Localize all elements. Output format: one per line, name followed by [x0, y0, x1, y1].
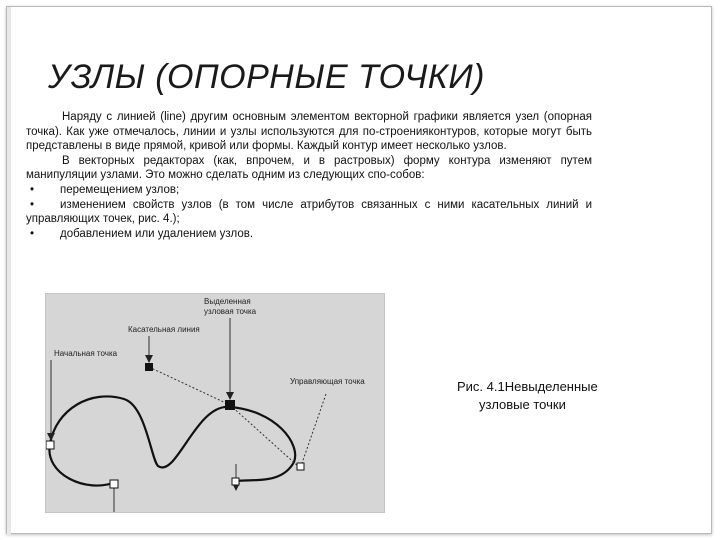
label-selected-node-1: Выделенная [204, 297, 251, 306]
label-control-point: Управляющая точка [290, 377, 365, 386]
node-diagram-figure [45, 293, 385, 513]
bullet-text-1: перемещением узлов; [60, 183, 180, 196]
selected-node [225, 400, 235, 410]
unselected-node [232, 478, 239, 485]
bullet-text-3: добавлением или удалением узлов. [60, 227, 254, 240]
contour-curve [49, 396, 295, 485]
paragraph-2: В векторных редакторах (как, впрочем, и в растровых) форму контура изменяют путем манипуляции узлами. Это можно сделать одним из следующих спо-собов: [26, 154, 592, 182]
bullet-text-2: изменением свойств узлов (в том числе атрибутов связанных с ними касательных линий и управляющих точек, рис. 4.); [26, 198, 592, 226]
bullet-item-3 [26, 227, 592, 242]
label-tangent: Касательная линия [128, 325, 200, 334]
bullet-marker: • [30, 183, 35, 196]
node-diagram [46, 294, 384, 512]
paragraph-1: Наряду с линией (line) другим основным элементом векторной графики является узел (опорная точка). Как уже отмечалось, линии и узлы используются для по-строенияконтуров, которые могут быть представлены в виде прямой, кривой или формы. Каждый контур имеет несколько узлов. [26, 111, 592, 153]
control-point-node [145, 363, 153, 371]
bullet-marker: • [30, 227, 35, 240]
slide-title: УЗЛЫ (ОПОРНЫЕ ТОЧКИ) [48, 58, 485, 96]
bullet-marker: • [30, 198, 35, 211]
slide-left-edge [7, 7, 11, 535]
tangent-line [149, 367, 230, 405]
bottom-node [110, 480, 118, 488]
start-node [46, 441, 54, 449]
bullet-item-2 [26, 198, 592, 227]
body-text [26, 110, 592, 241]
caption-line-2: узловые точки [479, 397, 566, 412]
control-square-right [297, 463, 304, 470]
label-selected-node-2: узловая точка [204, 307, 257, 316]
control-pointer [301, 394, 326, 466]
label-start-point: Начальная точка [54, 349, 118, 358]
figure-caption [457, 378, 657, 414]
bullet-item-1 [26, 183, 592, 198]
caption-line-1: Рис. 4.1Невыделенные [457, 379, 598, 394]
